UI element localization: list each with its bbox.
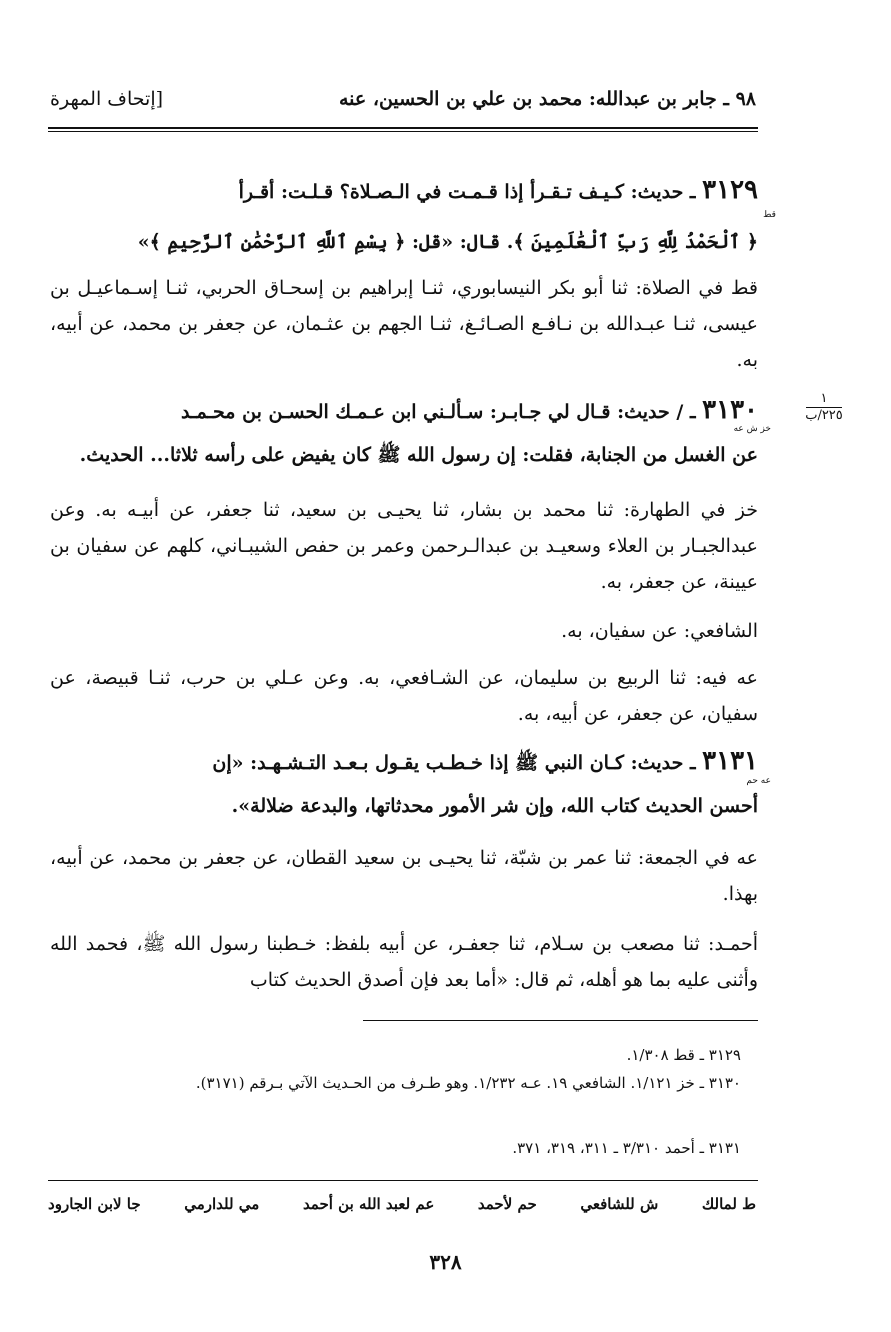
- entry-3131-sources: عه حم: [746, 776, 771, 786]
- entry-number: ٣١٢٩: [702, 175, 758, 205]
- legend-item: جا لابن الجارود: [48, 1195, 141, 1213]
- entry-3130-chain-3: عه فيه: ثنا الربيع بن سليمان، عن الشـافعي، به. وعن عـلي بن حرب، ثنـا قبيصة، عن سفيان، عن جعفر، عن أبيه، به.: [50, 667, 758, 725]
- entry-3130-title: [50, 392, 758, 430]
- entry-3131-chain-2: أحمـد: ثنا مصعب بن سـلام، ثنا جعفـر، عن أبيه بلفظ: خـطبنا رسول الله ﷺ، فحمد الله وأثنى عليه بما هو أهله، ثم قال: «أما بعد فإن أصدق الحديث كتاب: [50, 933, 758, 991]
- header-rule-thin: [48, 131, 758, 132]
- entry-number: ٣١٣١: [702, 746, 758, 776]
- entry-number: ٣١٣٠: [702, 395, 758, 425]
- entry-title: ـ حديث: كـيـف تـقـرأ إذا قـمـت في الـصـلاة؟ قـلـت: أقـرأ: [238, 181, 696, 203]
- entry-3129-chain: قط في الصلاة: ثنا أبو بكر النيسابوري، ثنـا إبراهيم بن إسحـاق الحربي، ثنـا إسـماعيـل بن عيسى، ثنـا عبـدالله بن نـافـع الصـائـغ، ثنـا الجهم بن عثـمان، عن جعفر بن محمد، عن أبيه، به.: [50, 277, 758, 371]
- entry-3129-quote: ﴿ ٱلْحَمْدُ لِلَّهِ رَبِّ ٱلْعَٰلَمِينَ ﴾. قال: «قل: ﴿ بِسْمِ ٱللَّهِ ٱلرَّحْمَٰنِ ٱلرَّحِيمِ ﴾»: [137, 231, 758, 253]
- footnote: ٣١٢٩ ـ قط ١/٣٠٨.: [626, 1046, 741, 1064]
- entry-3129-sources: قط: [763, 210, 776, 220]
- legend-item: ط لمالك: [701, 1195, 756, 1213]
- entry-title: ـ / حديث: قـال لي جـابـر: سـألـني ابن عـمـك الحسـن بن محـمـد: [180, 401, 696, 423]
- footnote: ٣١٣١ ـ أحمد ٣/٣١٠ ـ ٣١١، ٣١٩، ٣٧١.: [512, 1139, 741, 1157]
- legend-rule: [48, 1180, 758, 1181]
- footnote-rule: [363, 1020, 758, 1021]
- legend-item: ش للشافعي: [580, 1195, 659, 1213]
- page-number: ٣٢٨: [429, 1250, 462, 1274]
- abbreviation-legend: [48, 1195, 756, 1213]
- entry-3130-sources: خز ش عه: [733, 424, 771, 434]
- entry-3130-quote: عن الغسل من الجنابة، فقلت: إن رسول الله ﷺ كان يفيض على رأسه ثلاثا... الحديث.: [79, 444, 758, 466]
- entry-3130-chain-1: خز في الطهارة: ثنا محمد بن بشار، ثنا يحيـى بن سعيد، ثنا جعفر، عن أبيـه به. وعن عبدالجبـار بن العلاء وسعيـد بن عبدالـرحمن وعمر بن حفص الشيبـاني، كلهم عن سفيان بن عيينة، عن جعفر، به.: [50, 499, 758, 593]
- book-title: [إتحاف المهرة: [50, 88, 164, 110]
- entry-title: ـ حديث: كـان النبي ﷺ إذا خـطـب يقـول بـعـد التـشـهـد: «إن: [212, 752, 696, 774]
- entry-3129-title: [50, 172, 758, 210]
- chapter-heading: ٩٨ ـ جابر بن عبدالله: محمد بن علي بن الحسين، عنه: [338, 88, 756, 110]
- header-rule: [48, 127, 758, 129]
- legend-item: حم لأحمد: [477, 1195, 537, 1213]
- entry-3130-chain-2: الشافعي: عن سفيان، به.: [561, 620, 758, 642]
- entry-3131-quote: أحسن الحديث كتاب الله، وإن شر الأمور محدثاتها، والبدعة ضلالة».: [231, 795, 758, 817]
- footnote: ٣١٣٠ ـ خز ١/١٢١. الشافعي ١٩. عـه ١/٢٣٢. وهو طـرف من الحـديث الآتي بـرقم (٣١٧١).: [195, 1074, 741, 1092]
- folio-bottom: ٢٢٥/ب: [805, 408, 843, 423]
- legend-item: عم لعبد الله بن أحمد: [302, 1195, 435, 1213]
- legend-item: مي للدارمي: [184, 1195, 260, 1213]
- folio-top: ١: [820, 391, 828, 406]
- entry-3131-chain-1: عه في الجمعة: ثنا عمر بن شبّة، ثنا يحيـى بن سعيد القطان، عن جعفر بن محمد، عن أبيه، بهذا.: [50, 847, 758, 905]
- manuscript-folio-note: [800, 392, 848, 423]
- entry-3131-title: [50, 743, 758, 781]
